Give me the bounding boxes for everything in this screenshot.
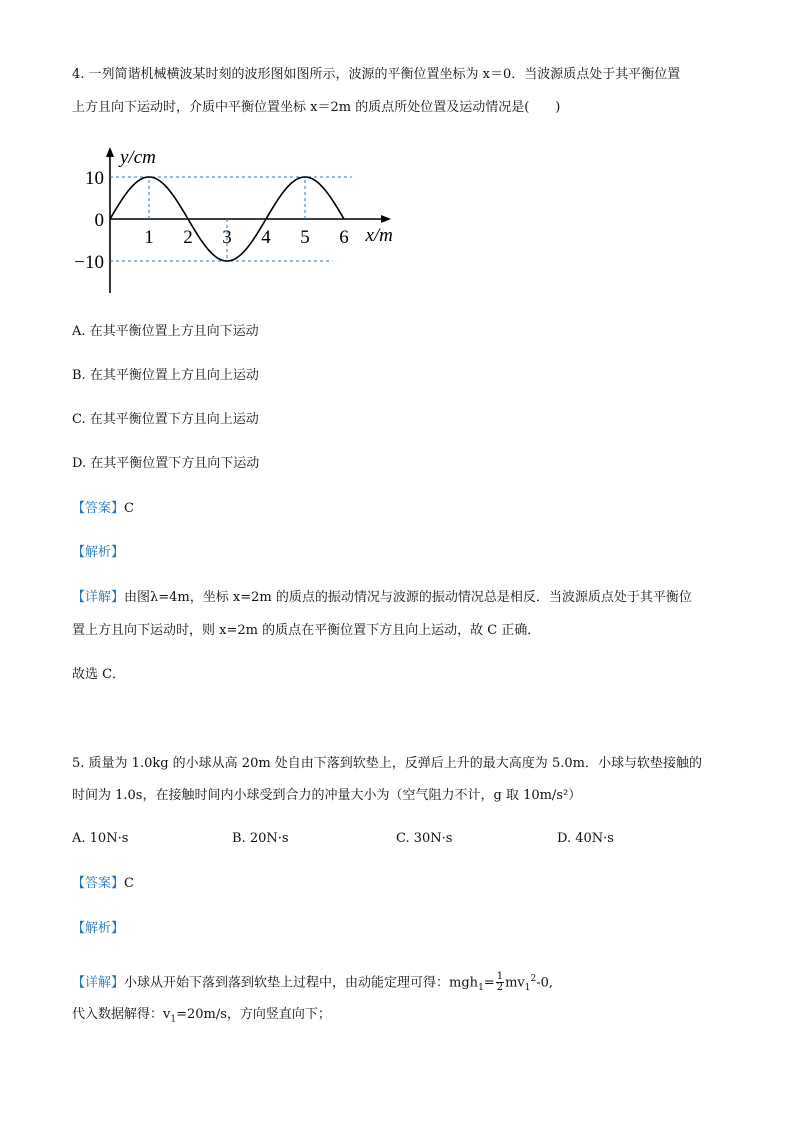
- q4-option-d: D. 在其平衡位置下方且向下运动: [72, 456, 260, 471]
- q4-answer: [72, 500, 134, 518]
- q4-option-b: B. 在其平衡位置上方且向上运动: [72, 368, 259, 383]
- y-tick-label: 0: [94, 210, 104, 231]
- q5-answer: [72, 875, 134, 893]
- equation-sup: 2: [530, 974, 537, 984]
- answer-tag: 【答案】: [72, 501, 125, 516]
- detail-text: 由图λ=4m，坐标 x=2m 的质点的振动情况与波源的振动情况总是相反．当波源质点处于其平衡位: [124, 590, 692, 605]
- equation-mv: mv: [505, 975, 525, 991]
- q5-result-line: [72, 1006, 331, 1029]
- q5-stem-line1: 5. 质量为 1.0kg 的小球从高 20m 处自由下落到软垫上，反弹后上升的最大高度为 5.0m．小球与软垫接触的: [72, 756, 702, 771]
- answer-value: C: [124, 876, 134, 891]
- detail-tag: 【详解】: [72, 975, 125, 991]
- y-axis-arrow: [106, 147, 114, 157]
- q5-option-c: C. 30N·s: [396, 831, 453, 846]
- fraction-denominator: 2: [496, 982, 504, 994]
- equation-tail: -0,: [536, 975, 554, 991]
- answer-value: C: [124, 501, 134, 516]
- wave-graph: [70, 145, 410, 295]
- q5-option-d: D. 40N·s: [557, 831, 614, 846]
- q5-stem-line2: 时间为 1.0s，在接触时间内小球受到合力的冲量大小为（空气阻力不计，g 取 10m/s²）: [72, 788, 582, 803]
- answer-tag: 【答案】: [72, 876, 125, 891]
- x-axis-arrow: [381, 215, 391, 223]
- equation-sub-1: 1: [478, 982, 484, 993]
- q4-stem-line1: 4. 一列简谐机械横波某时刻的波形图如图所示，波源的平衡位置坐标为 x＝0．当波源质点处于其平衡位置: [72, 67, 681, 82]
- fraction-numerator: 1: [496, 971, 504, 983]
- q4-option-c: C. 在其平衡位置下方且向上运动: [72, 412, 259, 427]
- x-tick-label: 6: [339, 227, 349, 248]
- equation-sub-2: 1: [524, 982, 531, 993]
- y-tick-label: −10: [74, 252, 104, 273]
- y-tick-label: 10: [85, 168, 104, 189]
- detail-text: 小球从开始下落到落到软垫上过程中，由动能定理可得：: [124, 975, 450, 991]
- result-prefix: 代入数据解得：v: [72, 1007, 171, 1022]
- x-tick-label: 5: [300, 227, 310, 248]
- result-sub: 1: [170, 1014, 177, 1025]
- x-tick-label: 4: [261, 227, 271, 248]
- q4-option-a: A. 在其平衡位置上方且向下运动: [72, 324, 259, 339]
- x-tick-label: 2: [183, 227, 193, 248]
- x-tick-label: 1: [144, 227, 154, 248]
- q4-detail-line1: [72, 589, 692, 607]
- q5-analysis-tag: 【解析】: [72, 921, 125, 936]
- q5-option-a: A. 10N·s: [72, 831, 129, 846]
- y-axis-label: y/cm: [120, 147, 156, 168]
- equation-equals: =: [483, 975, 495, 991]
- q5-option-b: B. 20N·s: [232, 831, 289, 846]
- q4-detail-line2: 置上方且向下运动时，则 x=2m 的质点在平衡位置下方且向上运动，故 C 正确．: [72, 623, 541, 638]
- x-tick-label: 3: [222, 227, 232, 248]
- equation-left: mgh: [449, 975, 479, 991]
- detail-tag: 【详解】: [72, 590, 125, 605]
- x-axis-label: x/m: [365, 225, 393, 246]
- q4-analysis-tag: 【解析】: [72, 545, 125, 560]
- result-suffix: =20m/s，方向竖直向下；: [176, 1007, 331, 1022]
- q4-stem-line2: 上方且向下运动时，介质中平衡位置坐标 x＝2m 的质点所处位置及运动情况是( ): [72, 100, 561, 115]
- fraction-one-half: [496, 972, 504, 993]
- q5-detail-line: [72, 966, 553, 1001]
- q4-conclusion: 故选 C．: [72, 667, 126, 682]
